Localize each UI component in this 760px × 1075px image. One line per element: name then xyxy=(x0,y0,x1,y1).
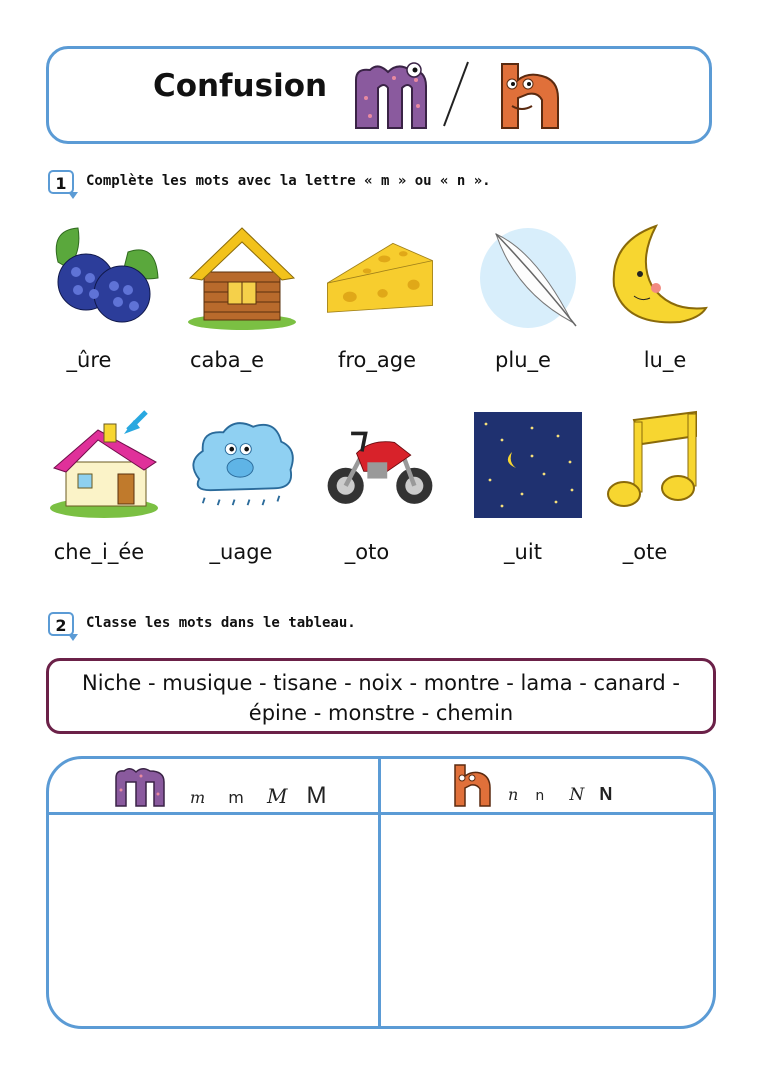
word-item: _uit xyxy=(504,540,542,564)
n-cursive-lower: n xyxy=(508,785,519,804)
word-item: _uage xyxy=(209,540,273,564)
n-mascot-icon xyxy=(452,762,494,808)
m-letter-forms xyxy=(190,782,327,810)
m-print-upper: M xyxy=(306,782,327,809)
word-item: plu_e xyxy=(495,348,551,372)
n-letter-forms xyxy=(508,784,612,805)
word-item: che_i_ée xyxy=(53,540,145,564)
m-mascot-icon xyxy=(350,58,432,132)
exercise-instruction: Classe les mots dans le tableau. xyxy=(86,615,356,631)
word-item: _ûre xyxy=(66,348,112,372)
exercise-number-badge: 2 xyxy=(48,612,74,636)
feather-picture xyxy=(476,222,588,332)
cheese-picture xyxy=(324,222,436,332)
cloud-picture xyxy=(186,410,298,520)
m-print-lower: m xyxy=(228,788,244,807)
exercise-number-badge: 1 xyxy=(48,170,74,194)
word-list-line: Niche - musique - tisane - noix - montre - lama - canard - xyxy=(82,671,680,695)
blackberry-picture xyxy=(48,222,160,332)
cabin-picture xyxy=(186,222,298,332)
m-cursive-lower: m xyxy=(190,788,206,807)
table-divider xyxy=(378,758,381,1027)
word-item: _oto xyxy=(344,540,390,564)
page-title: Confusion xyxy=(152,68,328,104)
night-sky-picture xyxy=(472,410,584,520)
house-chimney-picture xyxy=(48,410,160,520)
word-item: caba_e xyxy=(189,348,265,372)
n-cursive-upper: N xyxy=(569,785,585,805)
motorbike-picture xyxy=(324,410,436,520)
word-item: fro_age xyxy=(337,348,417,372)
word-item: lu_e xyxy=(643,348,687,372)
n-print-lower: n xyxy=(535,788,545,804)
n-print-upper: N xyxy=(599,784,613,804)
moon-picture xyxy=(600,222,712,332)
table-header-line xyxy=(49,812,713,815)
n-mascot-icon xyxy=(498,58,566,132)
word-list-line: épine - monstre - chemin xyxy=(248,701,514,725)
m-mascot-icon xyxy=(112,764,170,808)
word-list-box xyxy=(46,658,716,734)
exercise-instruction: Complète les mots avec la lettre « m » ou « n ». xyxy=(86,173,491,189)
music-note-picture xyxy=(600,410,712,520)
m-cursive-upper: M xyxy=(266,784,288,808)
word-item: _ote xyxy=(622,540,668,564)
slash-divider-icon xyxy=(440,58,472,130)
